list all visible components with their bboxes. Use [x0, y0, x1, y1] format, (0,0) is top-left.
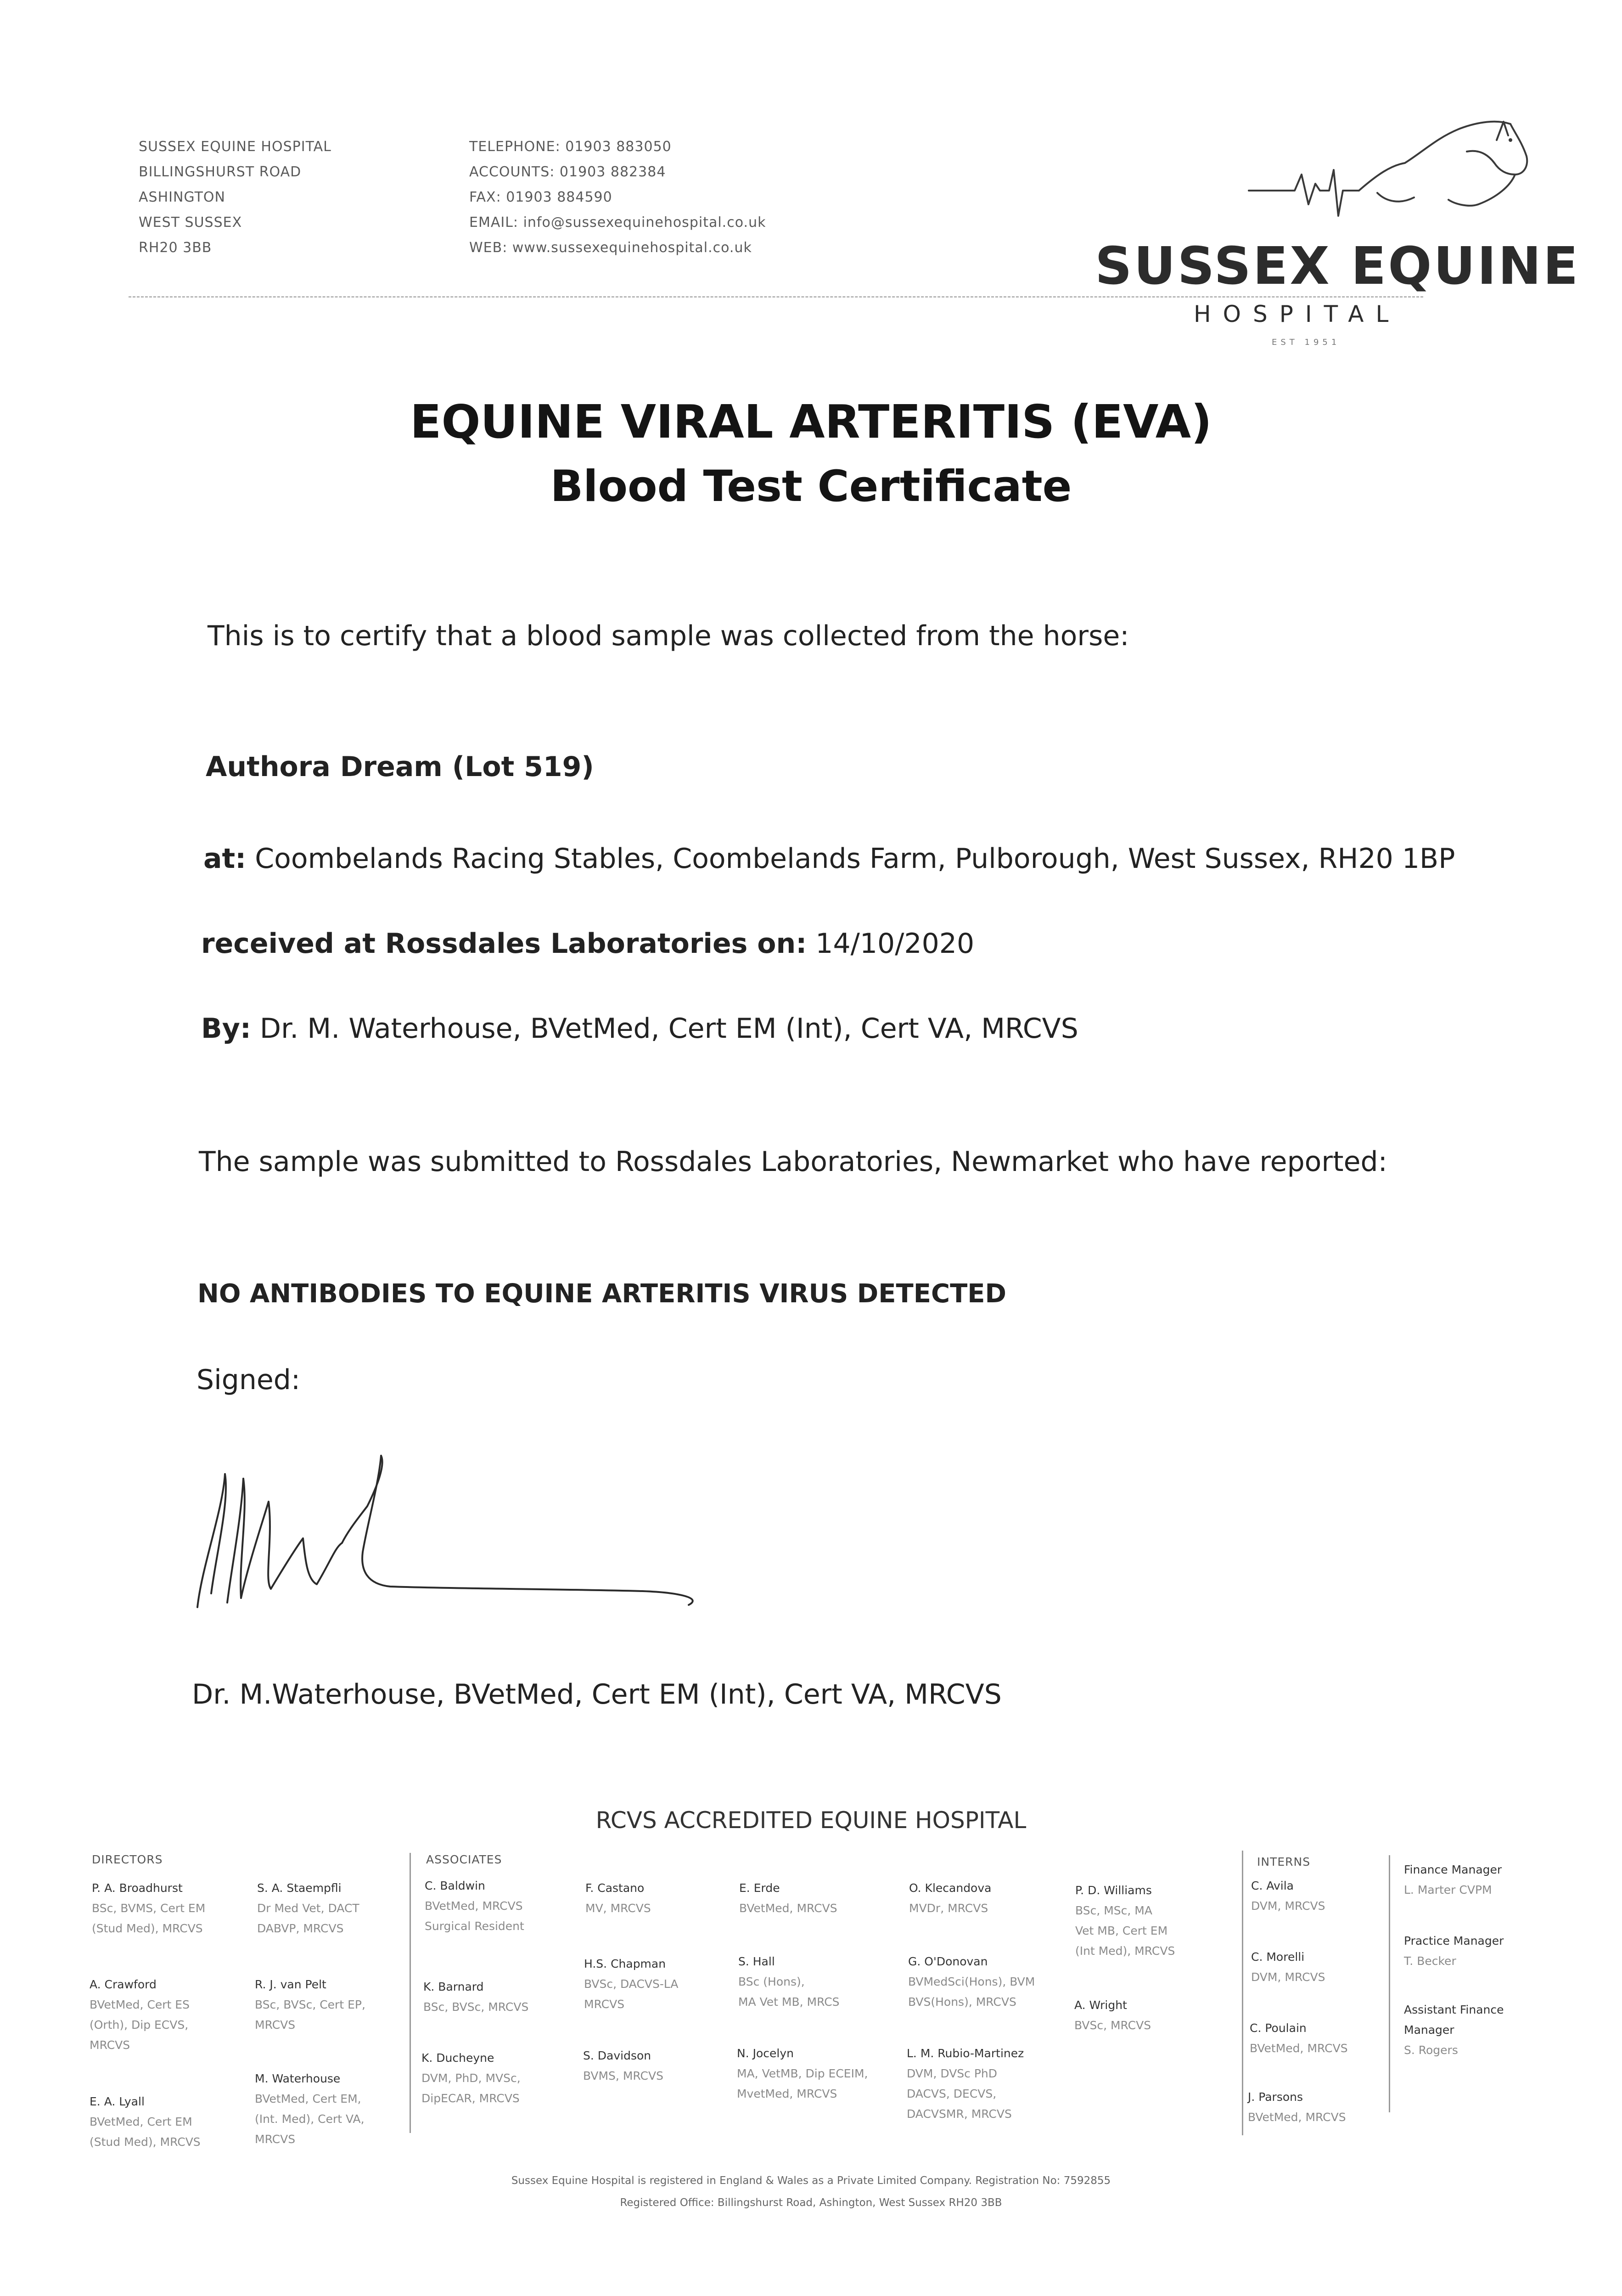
by-value: Dr. M. Waterhouse, BVetMed, Cert EM (Int), Cert VA, MRCVS: [259, 1013, 1078, 1045]
interns-heading: INTERNS: [1257, 1855, 1311, 1868]
intern-entry: C. Poulain BVetMed, MRCVS: [1250, 2021, 1348, 2055]
address-line: SUSSEX EQUINE HOSPITAL: [139, 139, 331, 155]
address-line: WEST SUSSEX: [139, 214, 242, 231]
associate-entry: G. O'Donovan BVMedSci(Hons), BVM BVS(Hons), MRCVS: [908, 1955, 1035, 2009]
manager-entry: Practice Manager T. Becker: [1404, 1934, 1504, 1968]
by-label: By:: [201, 1013, 251, 1045]
hospital-address: [139, 134, 331, 260]
test-result: NO ANTIBODIES TO EQUINE ARTERITIS VIRUS DETECTED: [197, 1279, 1007, 1309]
associate-entry: K. Barnard BSc, BVSc, MRCVS: [423, 1980, 529, 2014]
address-line: BILLINGSHURST ROAD: [139, 164, 302, 180]
logo-subtitle: HOSPITAL: [1194, 301, 1401, 327]
handwritten-signature: [184, 1446, 735, 1621]
hospital-contact: [469, 134, 766, 260]
interns-divider: [1242, 1851, 1243, 2135]
director-entry: A. Crawford BVetMed, Cert ES (Orth), Dip ECVS, MRCVS: [90, 1978, 190, 2052]
associate-entry: S. Davidson BVMS, MRCVS: [583, 2049, 663, 2082]
director-entry: R. J. van Pelt BSc, BVSc, Cert EP, MRCVS: [255, 1978, 365, 2032]
associate-entry: N. Jocelyn MA, VetMB, Dip ECEIM, MvetMed, MRCVS: [737, 2047, 868, 2100]
address-line: RH20 3BB: [139, 240, 212, 256]
contact-line: FAX: 01903 884590: [469, 189, 612, 205]
manager-entry: Finance Manager L. Marter CVPM: [1404, 1863, 1502, 1896]
associate-entry: F. Castano MV, MRCVS: [585, 1881, 651, 1915]
associates-divider: [410, 1853, 411, 2133]
director-entry: E. A. Lyall BVetMed, Cert EM (Stud Med), MRCVS: [90, 2095, 201, 2149]
associate-entry: E. Erde BVetMed, MRCVS: [739, 1881, 837, 1915]
associate-entry: H.S. Chapman BVSc, DACVS-LA MRCVS: [584, 1957, 679, 2011]
contact-line: TELEPHONE: 01903 883050: [469, 139, 672, 155]
received-value: 14/10/2020: [815, 928, 975, 960]
intern-entry: C. Avila DVM, MRCVS: [1251, 1879, 1325, 1913]
collection-location: [203, 843, 1455, 875]
collected-by: [201, 1013, 1078, 1045]
associate-entry: C. Baldwin BVetMed, MRCVS Surgical Resident: [425, 1879, 524, 1933]
accreditation-title: RCVS ACCREDITED EQUINE HOSPITAL: [595, 1807, 1027, 1834]
director-entry: P. A. Broadhurst BSc, BVMS, Cert EM (Stud Med), MRCVS: [92, 1881, 206, 1935]
contact-line: WEB: www.sussexequinehospital.co.uk: [469, 240, 752, 256]
registration-footer: [0, 2170, 1622, 2214]
horse-name: Authora Dream (Lot 519): [206, 751, 594, 783]
registered-office-line: Registered Office: Billingshurst Road, Ashington, West Sussex RH20 3BB: [620, 2197, 1002, 2209]
certificate-subtitle: Blood Test Certificate: [550, 461, 1072, 512]
director-entry: M. Waterhouse BVetMed, Cert EM, (Int. Med), Cert VA, MRCVS: [255, 2072, 365, 2146]
directors-heading: DIRECTORS: [92, 1853, 163, 1866]
at-value: Coombelands Racing Stables, Coombelands Farm, Pulborough, West Sussex, RH20 1BP: [255, 843, 1455, 875]
received-date: [201, 928, 974, 960]
managers-divider: [1389, 1855, 1390, 2112]
contact-line: EMAIL: info@sussexequinehospital.co.uk: [469, 214, 766, 231]
intro-text: This is to certify that a blood sample was collected from the horse:: [208, 620, 1129, 652]
logo-eye: [1509, 138, 1512, 142]
associate-entry: K. Ducheyne DVM, PhD, MVSc, DipECAR, MRCVS: [421, 2051, 521, 2105]
registration-line: Sussex Equine Hospital is registered in England & Wales as a Private Limited Company. Registration No: 7592855: [511, 2175, 1111, 2187]
associates-heading: ASSOCIATES: [426, 1853, 502, 1866]
signed-label: Signed:: [196, 1364, 301, 1396]
submitted-text: The sample was submitted to Rossdales Laboratories, Newmarket who have reported:: [199, 1146, 1387, 1178]
contact-line: ACCOUNTS: 01903 882384: [469, 164, 666, 180]
manager-entry: Assistant Finance Manager S. Rogers: [1404, 2003, 1504, 2057]
certificate-title: EQUINE VIRAL ARTERITIS (EVA): [410, 395, 1212, 449]
logo-established: EST 1951: [1272, 338, 1341, 347]
received-label: received at Rossdales Laboratories on:: [201, 928, 807, 960]
associate-entry: S. Hall BSc (Hons), MA Vet MB, MRCS: [738, 1955, 840, 2009]
header-divider: [129, 296, 1423, 298]
director-entry: S. A. Staempfli Dr Med Vet, DACT DABVP, MRCVS: [257, 1881, 359, 1935]
intern-entry: J. Parsons BVetMed, MRCVS: [1248, 2090, 1346, 2124]
at-label: at:: [203, 843, 247, 875]
associate-entry: P. D. Williams BSc, MSc, MA Vet MB, Cert EM (Int Med), MRCVS: [1075, 1884, 1175, 1958]
signatory-name: Dr. M.Waterhouse, BVetMed, Cert EM (Int), Cert VA, MRCVS: [192, 1678, 1002, 1711]
associate-entry: L. M. Rubio-Martinez DVM, DVSc PhD DACVS, DECVS, DACVSMR, MRCVS: [907, 2047, 1024, 2121]
intern-entry: C. Morelli DVM, MRCVS: [1251, 1950, 1325, 1984]
associate-entry: O. Klecandova MVDr, MRCVS: [909, 1881, 992, 1915]
associate-entry: A. Wright BVSc, MRCVS: [1074, 1998, 1151, 2032]
address-line: ASHINGTON: [139, 189, 225, 205]
horse-heartbeat-logo-icon: [1240, 106, 1533, 243]
logo-wordmark: SUSSEX EQUINE: [1095, 236, 1580, 296]
